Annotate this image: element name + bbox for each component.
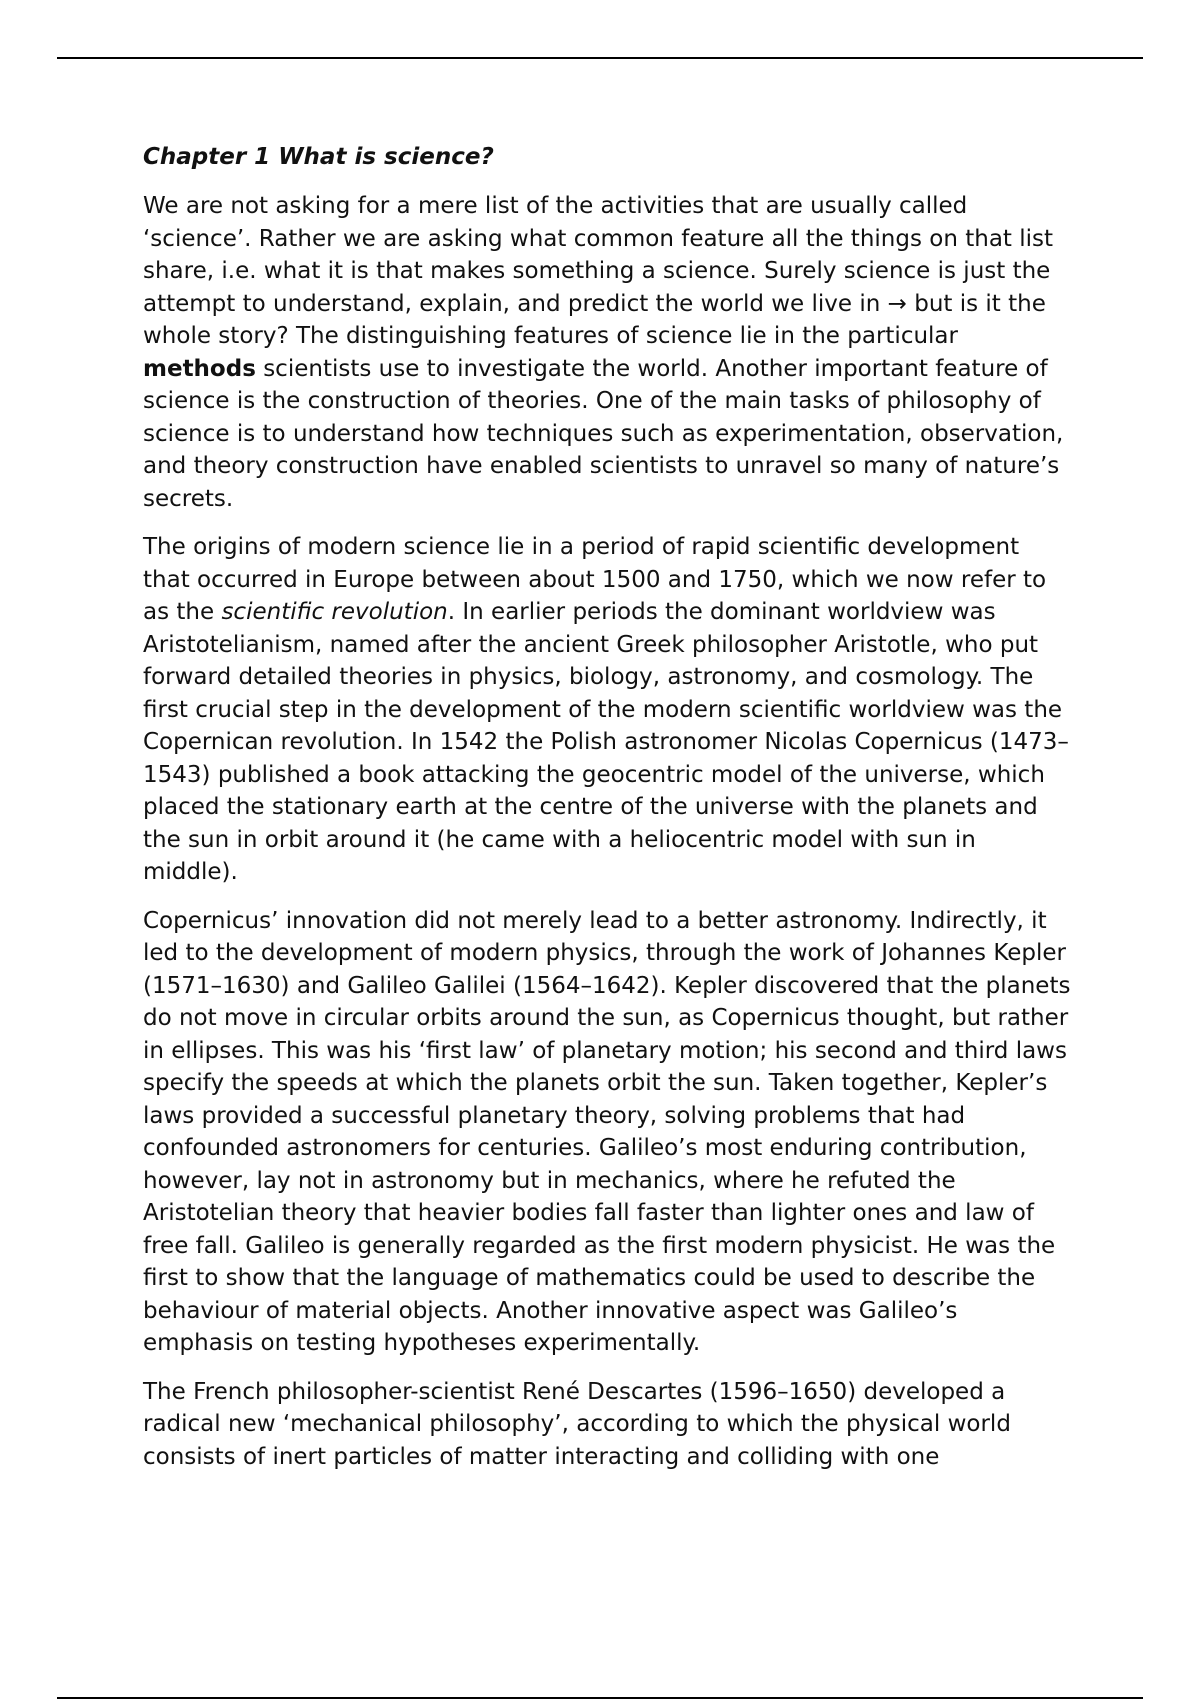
paragraph-text: The origins of modern science lie in a period of rapid scientific development that occurred in Europe between about 1500 and 1750, which we now refer to as the	[143, 534, 1047, 625]
paragraph-text: . In earlier periods the dominant worldview was Aristotelianism, named after the ancient Greek philosopher Aristotle, who put forward detailed theories in physics, biology, astronomy, and cosmology. The first crucial step in the development of the modern scientific worldview was the Copernican revolution. In 1542 the Polish astronomer Nicolas Copernicus (1473–1543) published a book attacking the geocentric model of the universe, which placed the stationary earth at the centre of the universe with the planets and the sun in orbit around it (he came with a heliocentric model with sun in middle).	[143, 599, 1069, 885]
paragraph-text: The French philosopher-scientist René Descartes (1596–1650) developed a radical new ‘mechanical philosophy’, according to which the physical world consists of inert particles of matter interacting and colliding with one	[143, 1378, 1011, 1470]
top-rule	[57, 57, 1143, 59]
emphasis-scientific-revolution: scientific revolution	[221, 599, 448, 625]
emphasis-methods: methods	[143, 355, 256, 382]
chapter-title: Chapter 1 What is science?	[143, 144, 494, 170]
paragraph-text: Copernicus’ innovation did not merely lead to a better astronomy. Indirectly, it led to the development of modern physics, through the work of Johannes Kepler (1571–1630) and Galileo Galilei (1564–1642). Kepler discovered that the planets do not move in circular orbits around the sun, as Copernicus thought, but rather in ellipses. This was his ‘first law’ of planetary motion; his second and third laws specify the speeds at which the planets orbit the sun. Taken together, Kepler’s laws provided a successful planetary theory, solving problems that had confounded astronomers for centuries. Galileo’s most enduring contribution, however, lay not in astronomy but in mechanics, where he refuted the Aristotelian theory that heavier bodies fall faster than lighter ones and law of free fall. Galileo is generally regarded as the first modern physicist. He was the first to show that the language of mathematics could be used to describe the behaviour of material objects. Another innovative aspect was Galileo’s emphasis on testing hypotheses experimentally.	[143, 907, 1071, 1356]
paragraph-3	[143, 905, 1073, 1360]
paragraph-4	[143, 1376, 1073, 1474]
page-body	[143, 141, 1073, 1489]
paragraph-text: We are not asking for a mere list of the activities that are usually called ‘science’. Rather we are asking what common feature all the things on that list share, i.e. what it is that makes something a science. Surely science is just the attempt to understand, explain, and predict the world we live in → but is it the whole story? The distinguishing features of science lie in the particular	[143, 193, 1054, 349]
paragraph-text: scientists use to investigate the world. Another important feature of science is the construction of theories. One of the main tasks of philosophy of science is to understand how techniques such as experimentation, observation, and theory construction have enabled scientists to unravel so many of nature’s secrets.	[143, 355, 1064, 512]
paragraph-2	[143, 531, 1073, 889]
paragraph-1	[143, 190, 1073, 515]
bottom-rule	[57, 1697, 1143, 1699]
